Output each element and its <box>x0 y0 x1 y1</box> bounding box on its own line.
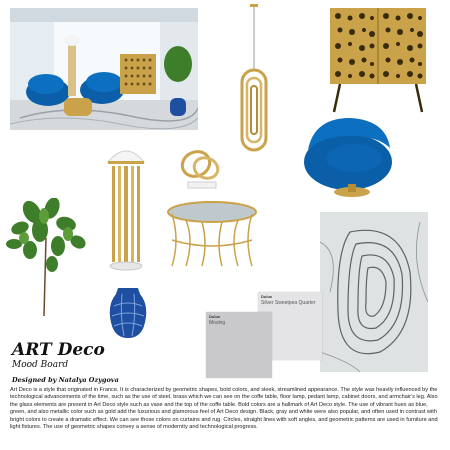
armchair <box>294 112 398 200</box>
sculpture <box>176 146 226 192</box>
swatch-name: Silver Sweetpea Quarter <box>261 299 316 306</box>
description: Art Deco is a style that originated in France. It is characterized by geometric shapes, bold colors, and sleek, streamlined appearance. The style was heavily influenced by the technological advancements of the time, such as the use of steel, brass which we can see on the coffe table, floor lamp, pedant lamp, cabinet doors, and armchair's leg. Also the glass elements are present in Art Deco style such as vase and the top of the coffe table. Bold colors are a hallmark of Art Deco style. The use of vibrant hues as blue, green, and also metallic color such as gold add the luxurious and glamorous feel of Art Deco design. Black, gray and white were also popular, and often used in contrast with bright colors to create a dramatic effect. We can see those colors on curtains and rug. Circles, straight lines with soft angles, and geometric patterns are used in furniture and light fixtures. The use of geometric shapes convey a sense of modernity and technological progress. <box>10 387 438 430</box>
swatch-brand: Dulux <box>261 294 273 299</box>
rug <box>320 212 428 372</box>
swatch-brand: Dulux <box>209 314 221 319</box>
cabinet <box>326 8 430 114</box>
swatch-name: Mosing <box>209 319 226 326</box>
vase <box>106 286 150 340</box>
board-title: ART Deco <box>12 340 105 360</box>
plant <box>6 198 88 318</box>
room-photo <box>10 8 198 130</box>
board-subtitle: Mood Board <box>12 360 69 370</box>
designer-byline: Designed by Natalya Ozygova <box>12 376 119 384</box>
floor-lamp <box>104 144 148 272</box>
pendant-lamp <box>236 4 272 154</box>
paint-swatch-mosing <box>206 312 272 378</box>
coffee-table <box>164 200 260 270</box>
